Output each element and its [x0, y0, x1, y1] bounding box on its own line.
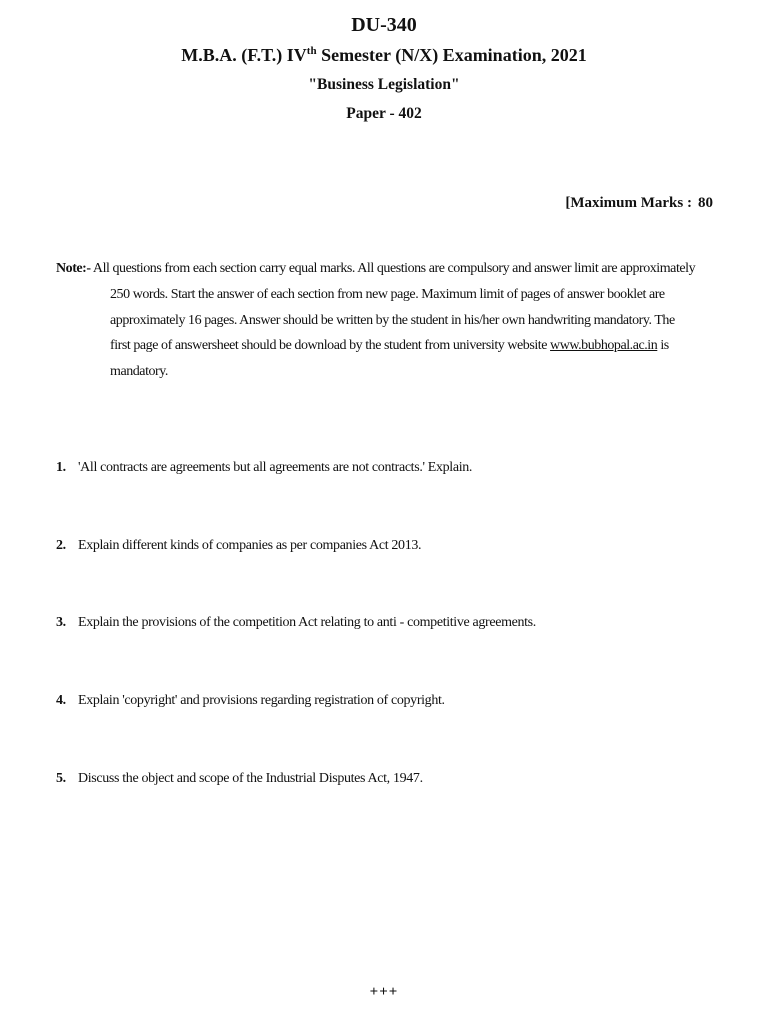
note-line-2: 250 words. Start the answer of each section from new page. Maximum limit of pages of answer booklet are: [110, 286, 665, 302]
exam-title-prefix: M.B.A. (F.T.) IV: [181, 45, 307, 65]
instructions-note: [56, 256, 714, 385]
note-line-4-text: first page of answersheet should be download by the student from university website: [110, 338, 551, 354]
exam-title: [0, 45, 768, 66]
paper-code: DU-340: [351, 14, 417, 36]
question-item: [56, 538, 421, 554]
question-number: 4.: [56, 693, 66, 708]
maximum-marks: [565, 195, 713, 212]
question-number: 1.: [56, 460, 66, 475]
maximum-marks-value: 80: [698, 195, 713, 211]
exam-title-suffix: Semester (N/X) Examination, 2021: [316, 45, 587, 65]
note-line-1-text: All questions from each section carry equal marks. All questions are compulsory and answer limit are approximately: [90, 261, 696, 276]
subject-title: "Business Legislation": [308, 76, 460, 93]
question-text: Explain the provisions of the competition Act relating to anti - competitive agreements.: [78, 615, 536, 630]
maximum-marks-label: [Maximum Marks :: [565, 195, 692, 211]
question-item: [56, 771, 423, 787]
note-line-3: approximately 16 pages. Answer should be written by the student in his/her own handwriting mandatory. The: [110, 312, 675, 328]
question-text: 'All contracts are agreements but all agreements are not contracts.' Explain.: [78, 460, 473, 475]
note-label: Note:-: [56, 261, 91, 276]
end-of-paper-mark: +++: [369, 984, 399, 1000]
note-line-1: [56, 256, 714, 282]
question-number: 3.: [56, 615, 66, 630]
question-text: Explain different kinds of companies as per companies Act 2013.: [78, 538, 422, 553]
note-line-4: [56, 333, 714, 359]
question-item: [56, 460, 472, 476]
note-line-5: mandatory.: [110, 364, 168, 380]
question-item: [56, 693, 445, 709]
question-item: [56, 615, 536, 631]
question-text: Discuss the object and scope of the Industrial Disputes Act, 1947.: [78, 771, 423, 786]
question-number: 5.: [56, 771, 66, 786]
exam-title-superscript: th: [306, 45, 317, 57]
question-number: 2.: [56, 538, 66, 553]
university-website-link[interactable]: www.bubhopal.ac.in: [550, 338, 658, 354]
paper-number: Paper - 402: [346, 105, 422, 122]
question-text: Explain 'copyright' and provisions regarding registration of copyright.: [78, 693, 445, 708]
note-line-4-end: is: [657, 338, 669, 354]
